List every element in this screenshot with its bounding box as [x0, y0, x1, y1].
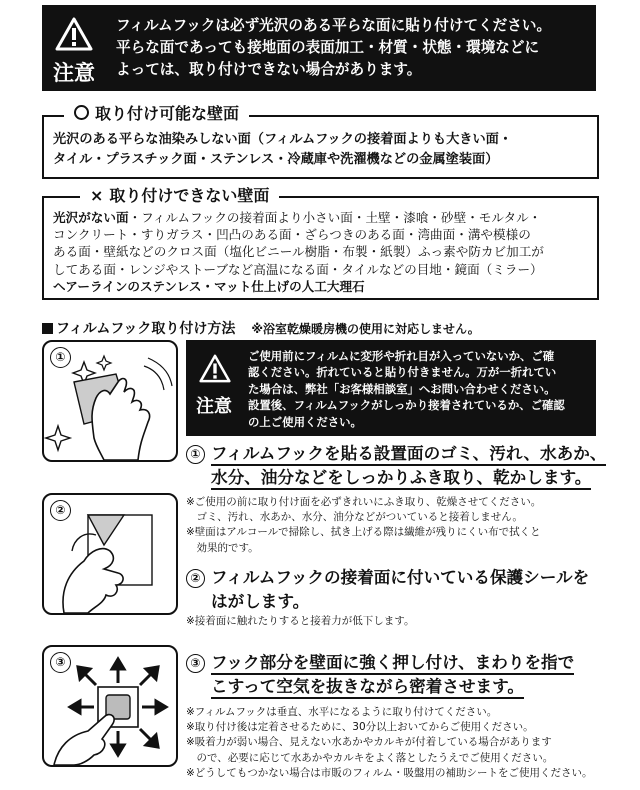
method-heading [42, 318, 480, 338]
warning-line: た場合は、弊社「お客様相談室」へお問い合わせください。 [248, 381, 556, 396]
square-bullet-icon [42, 323, 53, 334]
ng-rest: コンクリート・すりガラス・凹凸のある面・ざらつきのある面・湾曲面・溝や模様の [53, 227, 531, 243]
ng-bold: ヘアーラインのステンレス・マット仕上げの人工大理石 [53, 278, 365, 294]
note-line: ※ご使用の前に取り付け面を必ずきれいにふき取り、乾燥させてください。 [186, 496, 542, 508]
ng-wall-description [53, 209, 544, 295]
method-note: ※浴室乾燥暖房機の使用に対応しません。 [251, 322, 480, 336]
ng-rest: ・フィルムフックの接着面より小さい面・土壁・漆喰・砂壁・モルタル・ [128, 210, 542, 225]
wiping-hand-icon [44, 342, 176, 460]
step3-illustration [42, 645, 178, 767]
note-line: 効果的です。 [186, 541, 259, 554]
ng-title-text: 取り付けできない壁面 [109, 186, 270, 205]
usage-warning-banner [186, 340, 596, 436]
method-title: フィルムフック取り付け方法 [56, 321, 236, 337]
ng-line [53, 243, 544, 260]
ok-wall-section [42, 115, 599, 179]
warning-triangle-icon [199, 354, 231, 383]
step1-illustration [42, 340, 178, 462]
step-heading-text: 水分、油分などをしっかりふき取り、乾かします。 [211, 468, 591, 490]
top-warning-banner [42, 5, 596, 91]
warning-label: 注意 [53, 61, 95, 85]
step-number-badge: ③ [50, 652, 71, 673]
step2-heading [186, 566, 589, 614]
step-heading-text: こすって空気を抜きながら密着させます。 [211, 677, 524, 699]
step-number-badge: ① [50, 347, 71, 368]
ng-line [53, 278, 544, 295]
step-heading-line [186, 651, 574, 675]
ng-bold: 光沢がない面 [53, 210, 129, 225]
note-line: ※接着面に触れたりすると接着力が低下します。 [186, 615, 415, 627]
step-heading-line [186, 442, 606, 466]
note-line: ので、必要に応じて水あかやカルキをよく落としたうえでご使用ください。 [186, 751, 554, 764]
note-line: ※吸着力が弱い場合、見えない水あかやカルキが付着している場合があります [186, 736, 552, 749]
step-number: ① [186, 445, 205, 464]
cross-mark-icon: × [90, 186, 104, 205]
ok-title-text: 取り付け可能な壁面 [95, 104, 240, 123]
ng-section-title [80, 186, 279, 206]
step-heading-line [186, 675, 574, 699]
warning-line: 平らな面であっても接地面の表面加工・材質・状態・環境などに [116, 39, 540, 56]
warning-line: よっては、取り付けできない場合があります。 [116, 61, 422, 78]
warning-line: ご使用前にフィルムに変形や折れ目が入っていないか、ご確 [248, 349, 555, 363]
step2-notes [186, 614, 414, 629]
ng-rest: してある面・レンジやストーブなど高温になる面・タイルなどの目地・鏡面（ミラー） [53, 261, 543, 277]
circle-mark-icon [74, 105, 89, 120]
usage-warning-text [248, 348, 565, 430]
ng-line [53, 209, 544, 226]
warning-line: フィルムフックは必ず光沢のある平らな面に貼り付けてください。 [116, 17, 552, 34]
step2-illustration [42, 493, 178, 615]
peeling-seal-icon [44, 495, 176, 613]
note-line: ※壁面はアルコールで掃除し、拭き上げる際は繊維が残りにくい布で拭くと [186, 526, 541, 539]
ok-line: タイル・プラスチック面・ステンレス・冷蔵庫や洗濯機などの金属塗装面） [53, 152, 499, 167]
step-heading-text: フィルムフックを貼る設置面のゴミ、汚れ、水あか、 [211, 444, 606, 466]
step3-heading [186, 651, 574, 699]
step-number: ③ [186, 654, 205, 673]
ng-wall-section [42, 196, 599, 300]
warning-triangle-icon [55, 17, 93, 51]
note-line: ゴミ、汚れ、水あか、水分、油分などがついていると接着しません。 [186, 511, 523, 524]
note-line: ※フィルムフックは垂直、水平になるように取り付けてください。 [186, 706, 498, 718]
pressing-hook-icon [44, 647, 176, 765]
ng-line [53, 261, 544, 278]
step-heading-text: フック部分を壁面に強く押し付け、まわりを指で [211, 653, 574, 675]
warning-line: の上ご使用ください。 [248, 414, 362, 429]
step-heading-text: フィルムフックの接着面に付いている保護シールを [211, 568, 590, 587]
step-heading-text: はがします。 [211, 592, 310, 611]
note-line: ※どうしてもつかない場合は市販のフィルム・吸盤用の補助シートをご使用ください。 [186, 766, 593, 779]
step-heading-line [186, 566, 589, 590]
step-number-badge: ② [50, 500, 71, 521]
step-number: ② [186, 569, 205, 588]
warning-text [116, 15, 551, 81]
step-heading-line [186, 466, 606, 490]
note-line: ※取り付け後は定着させるために、30分以上おいてからご使用ください。 [186, 721, 534, 734]
step1-heading [186, 442, 606, 490]
ok-wall-description [53, 130, 512, 170]
step1-notes [186, 495, 541, 556]
ng-rest: ある面・壁紙などのクロス面（塩化ビニール樹脂・布製・紙製）ふっ素や防カビ加工が [53, 244, 544, 260]
ng-line [53, 226, 544, 243]
warning-line: 認ください。折れていると貼り付きません。万が一折れてい [248, 365, 557, 380]
step3-notes [186, 705, 593, 781]
ok-line: 光沢のある平らな油染みしない面（フィルムフックの接着面よりも大きい面・ [53, 132, 513, 147]
warning-line: 設置後、フィルムフックがしっかり接着されているか、ご確認 [248, 398, 565, 413]
warning-label: 注意 [196, 396, 232, 417]
step-heading-line [186, 590, 589, 614]
ok-section-title [64, 104, 249, 124]
